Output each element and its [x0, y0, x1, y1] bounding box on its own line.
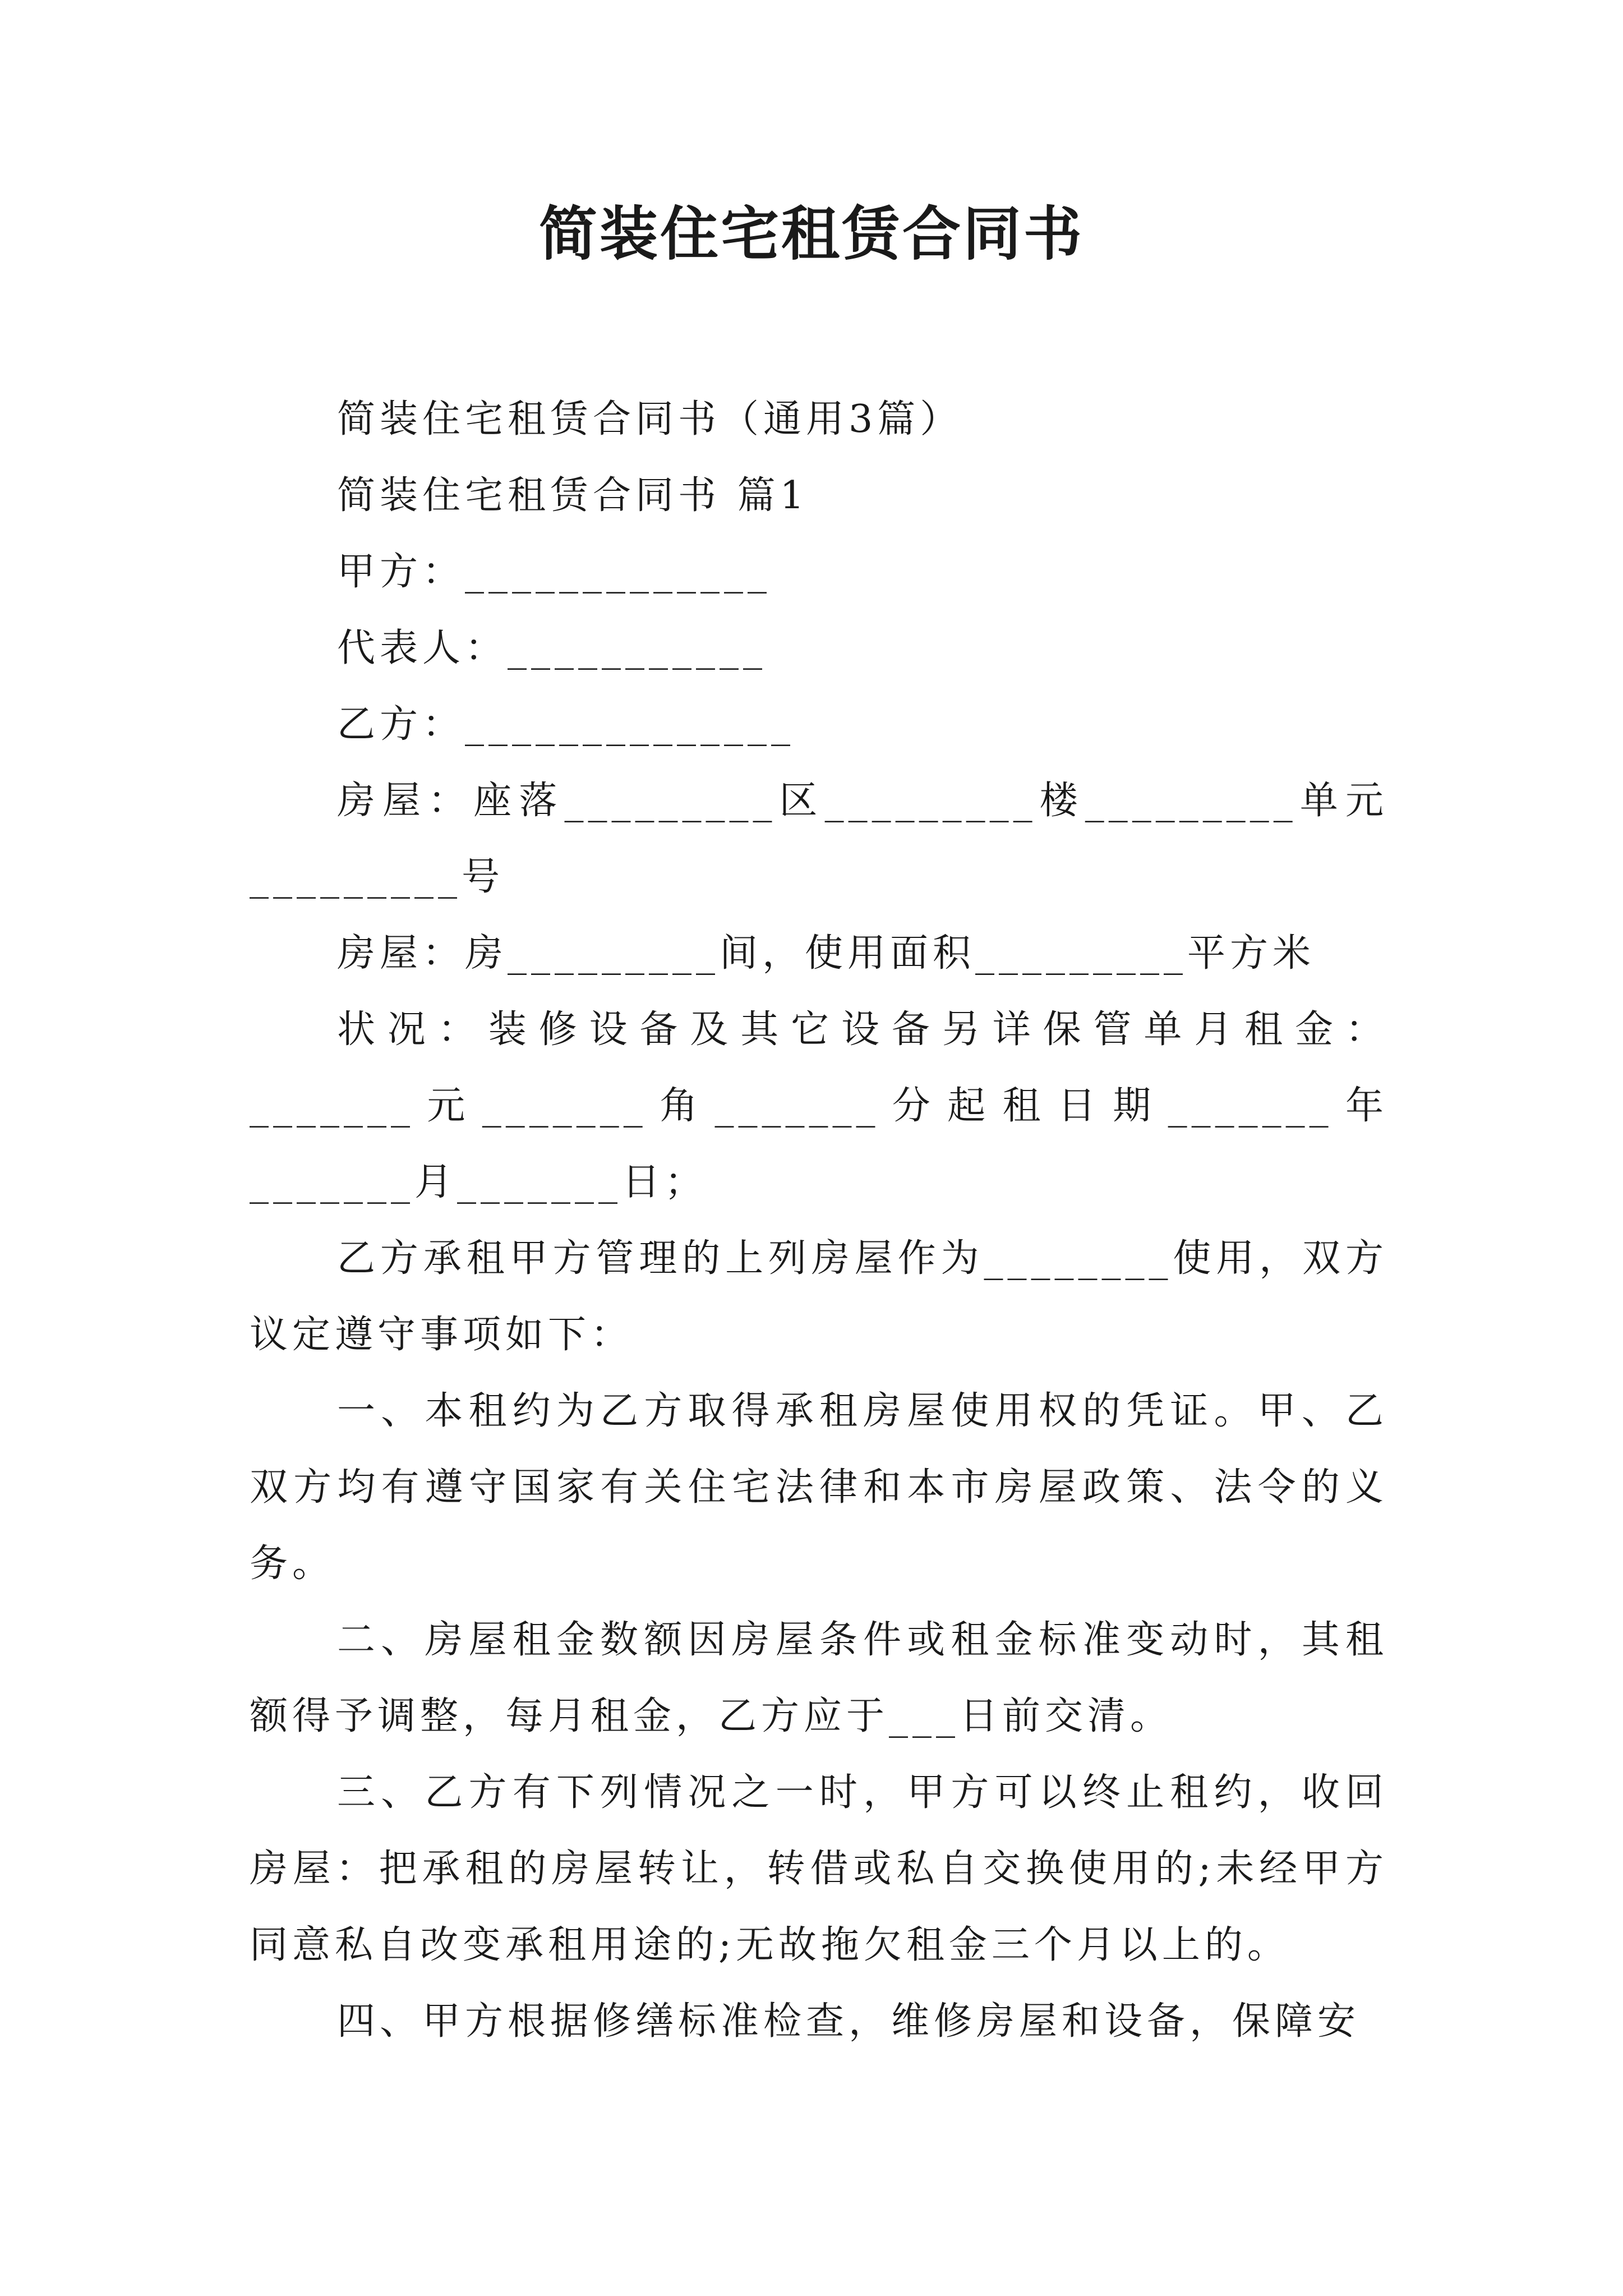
- paragraph-clause-4: 四、甲方根据修缮标准检查，维修房屋和设备，保障安: [337, 1999, 1361, 2044]
- paragraph-clause-1: 一、本租约为乙方取得承租房屋使用权的凭证。甲、乙双方均有遵守国家有关住宅法律和本市房屋政策、法令的义务。: [250, 1389, 1388, 1586]
- paragraph-representative: 代表人：___________: [337, 626, 767, 670]
- paragraph-clause-2: 二、房屋租金数额因房屋条件或租金标准变动时，其租额得予调整，每月租金，乙方应于___日前交清。: [250, 1618, 1388, 1738]
- document-body: [250, 381, 1388, 2060]
- paragraph-section-heading: 简装住宅租赁合同书 篇1: [337, 473, 809, 518]
- paragraph-house-area: 房屋：房_________间，使用面积_________平方米: [337, 931, 1316, 976]
- paragraph-party-b: 乙方：______________: [337, 702, 795, 747]
- paragraph-clause-3: 三、乙方有下列情况之一时，甲方可以终止租约，收回房屋：把承租的房屋转让，转借或私自交换使用的;未经甲方同意私自改变承租用途的;无故拖欠租金三个月以上的。: [250, 1770, 1388, 1967]
- paragraph-subtitle: 简装住宅租赁合同书（通用3篇）: [337, 397, 963, 441]
- paragraph-party-a: 甲方：_____________: [337, 550, 772, 594]
- document-title: 简装住宅租赁合同书: [538, 199, 1084, 268]
- paragraph-usage: 乙方承租甲方管理的上列房屋作为________使用，双方议定遵守事项如下：: [250, 1236, 1388, 1357]
- paragraph-condition-rent: 状况：装修设备及其它设备另详保管单月租金：_______元_______角_______分起租日期_______年_______月_______日；: [250, 1007, 1388, 1204]
- paragraph-house-location: 房屋：座落_________区_________楼_________单元_________号: [250, 779, 1388, 899]
